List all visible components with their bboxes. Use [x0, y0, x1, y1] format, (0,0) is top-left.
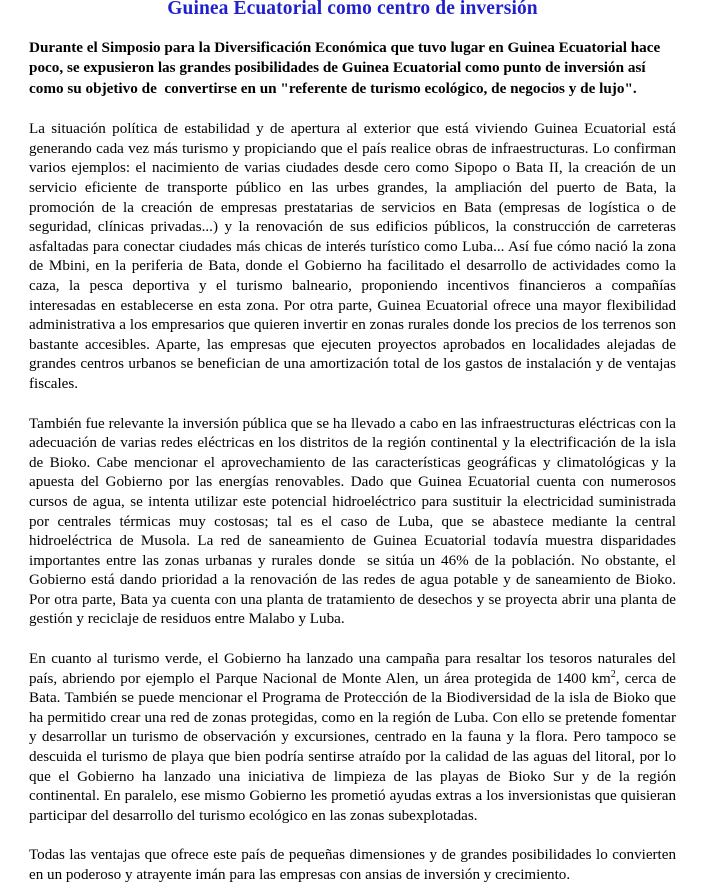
lead-paragraph: Durante el Simposio para la Diversificación Económica que tuvo lugar en Guinea Ecuatorial hace poco, se expusieron las grandes posibilidades de Guinea Ecuatorial como punto de inversión así como su objetivo de convertirse en un "referente de turismo ecológico, de negocios y de lujo". [29, 39, 665, 97]
body-paragraph-1: La situación política de estabilidad y de apertura al exterior que está viviendo Guinea Ecuatorial está generando cada vez más turismo y propiciando que el país realice obras de infraestructuras. Lo confirman varios ejemplos: el nacimiento de varias ciudades desde cero como Sipopo o Bata II, la creación de un servicio eficiente de transporte público en las urbes grandes, la ampliación del puerto de Bata, la promoción de la creación de empresas prestatarias de servicios en Bata (empresas de logística o de seguridad, clínicas privadas...) y la renovación de sus edificios públicos, la construcción de carreteras asfaltadas para conectar ciudades más chicas de interés turístico como Luba... Así fue cómo nació la zona de Mbini, en la periferia de Bata, donde el Gobierno ha facilitado el desarrollo de actividades como la caza, la pesca deportiva y el turismo balneario, proponiendo incentivos financieros a compañías interesadas en establecerse en esta zona. Por otra parte, Guinea Ecuatorial ofrece una mayor flexibilidad administrativa a los empresarios que quieren invertir en zonas rurales donde los precios de los terrenos son bastante accesibles. Aparte, las empresas que ejecuten proyectos aprobados en localidades alejadas de grandes centros urbanos se benefician de una amortización total de los gastos de instalación y de ventajas fiscales. [29, 121, 680, 392]
body-paragraph-4: Todas las ventajas que ofrece este país de pequeñas dimensiones y de grandes posibilidades lo convierten en un poderoso y atrayente imán para las empresas con ansias de inversión y crecimiento. [29, 847, 680, 883]
body-paragraph-2: También fue relevante la inversión pública que se ha llevado a cabo en las infraestructuras eléctricas con la adecuación de varias redes eléctricas en los distritos de la región continental y la electrificación de la isla de Bioko. Cabe mencionar el aprovechamiento de las características geográficas y climatológicas y la apuesta del Gobierno por las energías renovables. Dado que Guinea Ecuatorial cuenta con numerosos cursos de agua, se intenta utilizar este potencial hidroeléctrico para sustituir la electricidad suministrada por centrales térmicas muy costosas; tal es el caso de Luba, que se abastece mediante la central hidroeléctrica de Musola. La red de saneamiento de Guinea Ecuatorial todavía muestra disparidades importantes entre las zonas urbanas y rurales donde se sitúa un 46% de la población. No obstante, el Gobierno está dando prioridad a la renovación de las redes de agua potable y de saneamiento de Bioko. Por otra parte, Bata ya cuenta con una planta de tratamiento de desechos y se proyecta abrir una planta de gestión y reciclaje de residuos entre Malabo y Luba. [29, 415, 684, 628]
body-paragraph-3 [29, 650, 680, 826]
square-kilometre-superscript: 2 [610, 668, 616, 680]
page-title: Guinea Ecuatorial como centro de inversión [167, 0, 538, 19]
body-paragraph-3-part1: En cuanto al turismo verde, el Gobierno ha lanzado una campaña para resaltar los tesoros naturales del país, abriendo por ejemplo el Parque Nacional de Monte Alen, un área protegida de 1400 km [29, 651, 680, 687]
body-paragraph-3-part2: , cerca de Bata. También se puede mencionar el Programa de Protección de la Biodiversidad de la isla de Bioko que ha permitido crear una red de zonas protegidas, como en la región de Luba. Con ello se pretende fomentar y desarrollar un turismo de observación y excursiones, centrado en la fauna y la flora. Pero tampoco se descuida el turismo de playa que bien podría sentirse atraído por la calidad de las aguas del litoral, por lo que el Gobierno ha lanzado una iniciativa de limpieza de las playas de Bioko Sur y de la región continental. En paralelo, ese mismo Gobierno les prometió ayudas extras a los inversionistas que quisieran participar del desarrollo del turismo ecológico en las zonas subexplotadas. [29, 670, 680, 824]
